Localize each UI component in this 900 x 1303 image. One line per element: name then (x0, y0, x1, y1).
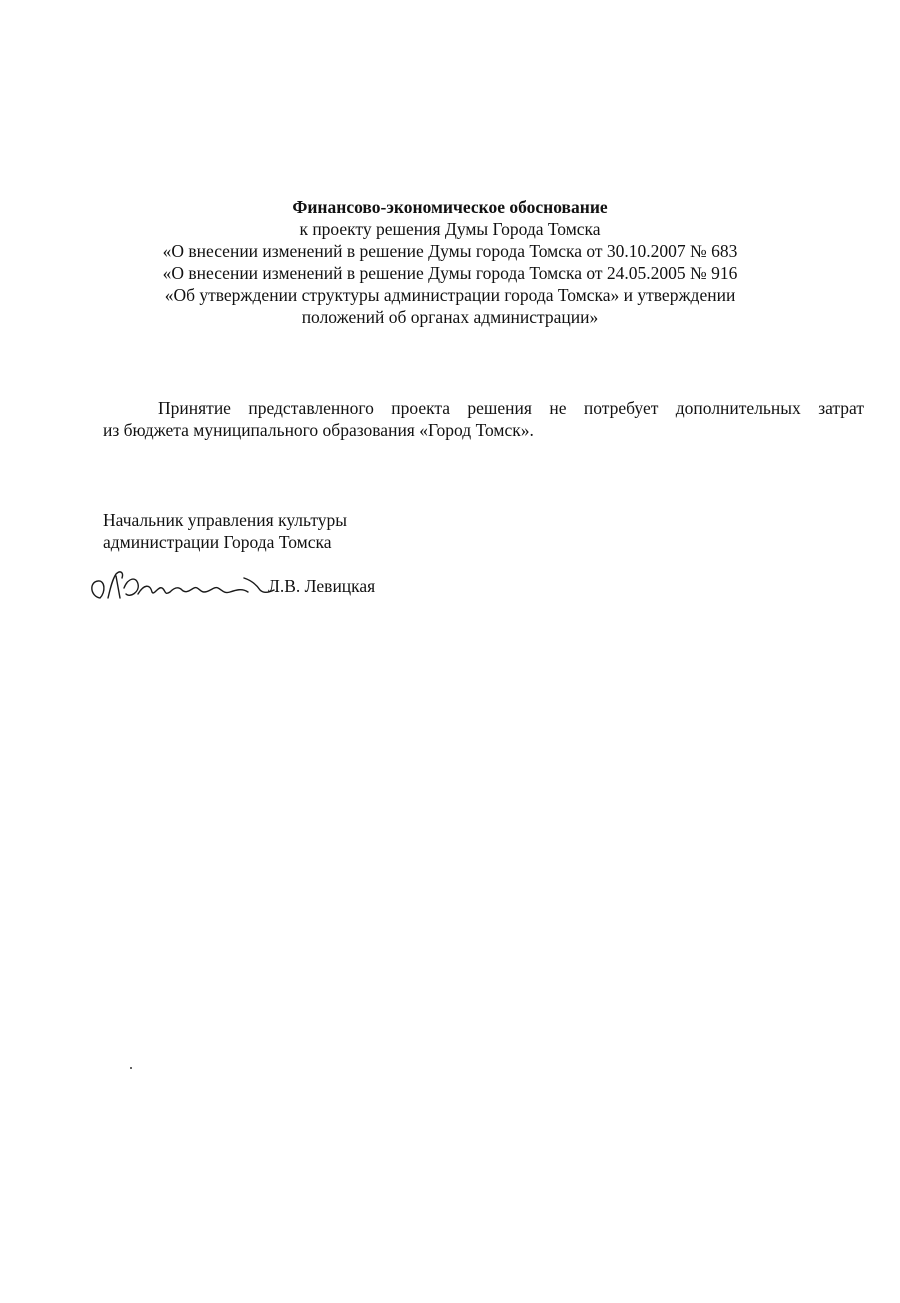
header-line-4: «Об утверждении структуры администрации города Томска» и утверждении (164, 285, 736, 305)
header-line-1: к проекту решения Думы Города Томска (299, 219, 601, 239)
signatory-name: Л.В. Левицкая (268, 576, 376, 596)
header-line-3: «О внесении изменений в решение Думы города Томска от 24.05.2005 № 916 (162, 263, 738, 283)
document-title: Финансово-экономическое обоснование (292, 197, 608, 217)
header-line-2: «О внесении изменений в решение Думы города Томска от 30.10.2007 № 683 (162, 241, 738, 261)
header-line-5: положений об органах администрации» (301, 307, 599, 327)
signatory-position-line-2: администрации Города Томска (103, 532, 332, 552)
handwritten-signature (86, 568, 276, 612)
body-text-line-1: Принятие представленного проекта решения не потребует дополнительных затрат (158, 398, 864, 418)
body-text-line-2: из бюджета муниципального образования «Город Томск». (103, 420, 534, 440)
signatory-position-line-1: Начальник управления культуры (103, 510, 348, 530)
scan-speck (130, 1067, 132, 1069)
